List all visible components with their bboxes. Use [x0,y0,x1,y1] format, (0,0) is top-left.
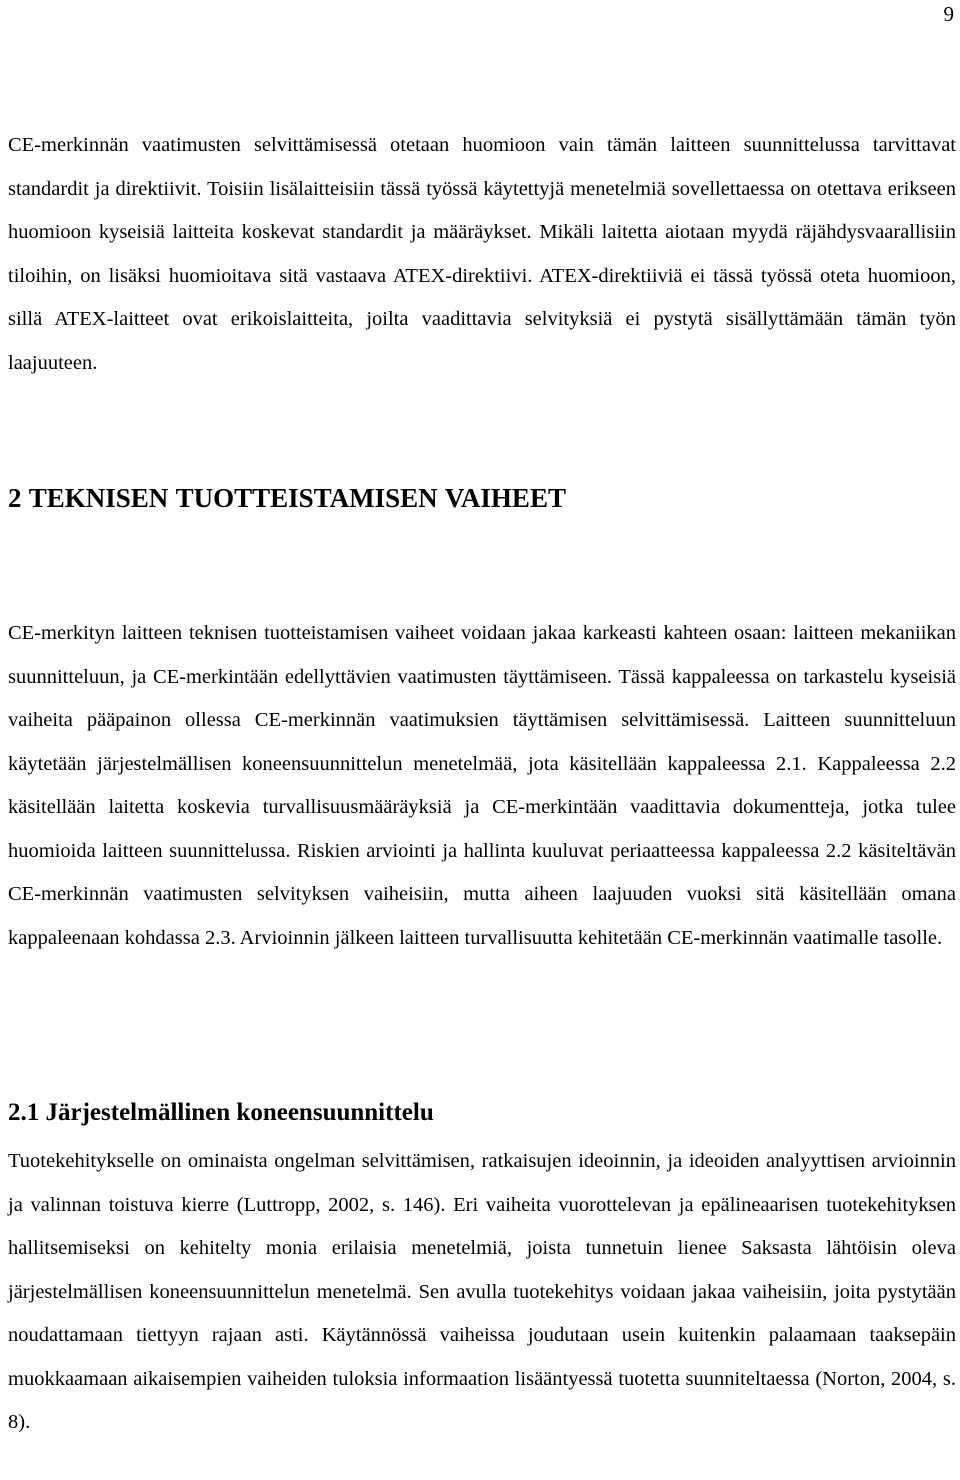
section-paragraph: Tuotekehitykselle on ominaista ongelman selvittämisen, ratkaisujen ideoinnin, ja ideoiden analyyttisen arvioinnin ja valinnan toistuva kierre (Luttropp, 2002, s. 146). Eri vaiheita vuorottelevan ja epälineaarisen tuotekehityksen hallitsemiseksi on kehitelty monia erilaisia menetelmiä, joista tunnetuin lienee Saksasta lähtöisin oleva järjestelmällisen koneensuunnittelun menetelmä. Sen avulla tuotekehitys voidaan jakaa vaiheisiin, joita pystytään noudattamaan tiettyyn rajaan asti. Käytännössä vaiheissa joudutaan usein kuitenkin palaamaan taaksepäin muokkaamaan aikaisempien vaiheiden tuloksia informaation lisääntyessä tuotetta suunniteltaessa (Norton, 2004, s. 8). [8,1150,956,1433]
intro-paragraph: CE-merkinnän vaatimusten selvittämisessä otetaan huomioon vain tämän laitteen suunnittelussa tarvittavat standardit ja direktiivit. Toisiin lisälaitteisiin tässä työssä käytettyjä menetelmiä sovellettaessa on otettava erikseen huomioon kyseisiä laitteita koskevat standardit ja määräykset. Mikäli laitetta aiotaan myydä räjähdysvaarallisiin tiloihin, on lisäksi huomioitava sitä vastaava ATEX-direktiivi. ATEX-direktiiviä ei tässä työssä oteta huomioon, sillä ATEX-laitteet ovat erikoislaitteita, joilta vaadittavia selvityksiä ei pystytä sisällyttämään tämän työn laajuuteen. [8,134,956,374]
page-number: 9 [943,2,954,26]
chapter-heading: 2 TEKNISEN TUOTTEISTAMISEN VAIHEET [8,483,566,513]
chapter-paragraph: CE-merkityn laitteen teknisen tuotteistamisen vaiheet voidaan jakaa karkeasti kahteen osaan: laitteen mekaniikan suunnitteluun, ja CE-merkintään edellyttävien vaatimusten täyttämiseen. Tässä kappaleessa on tarkastelu kyseisiä vaiheita pääpainon ollessa CE-merkinnän vaatimuksien täyttämisen selvittämisessä. Laitteen suunnitteluun käytetään järjestelmällisen koneensuunnittelun menetelmää, jota käsitellään kappaleessa 2.1. Kappaleessa 2.2 käsitellään laitetta koskevia turvallisuusmääräyksiä ja CE-merkintään vaadittavia dokumentteja, jotka tulee huomioida laitteen suunnittelussa. Riskien arviointi ja hallinta kuuluvat periaatteessa kappaleessa 2.2 käsiteltävän CE-merkinnän vaatimusten selvityksen vaiheisiin, mutta aiheen laajuuden vuoksi sitä käsitellään omana kappaleenaan kohdassa 2.3. Arvioinnin jälkeen laitteen turvallisuutta kehitetään CE-merkinnän vaatimalle tasolle. [8,622,956,949]
section-heading: 2.1 Järjestelmällinen koneensuunnittelu [8,1099,434,1126]
